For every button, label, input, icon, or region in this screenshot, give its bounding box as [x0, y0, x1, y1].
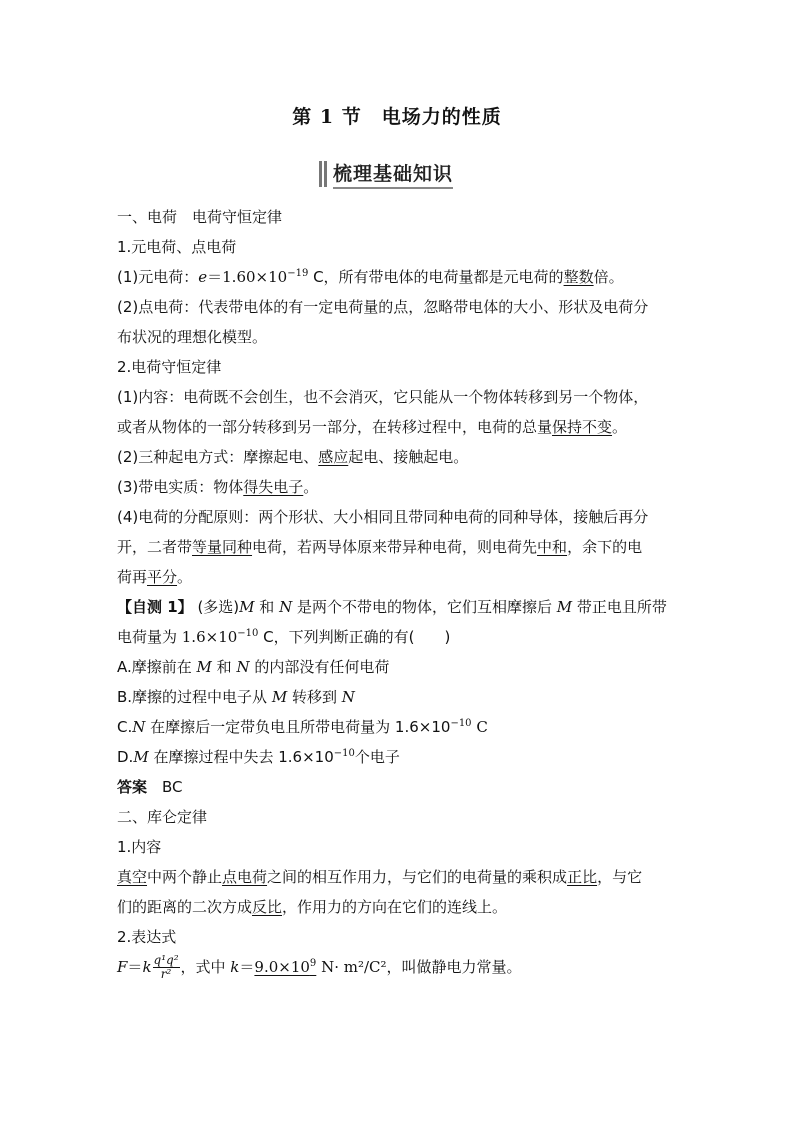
subheading-elementary-charge: 1.元电荷、点电荷 [117, 238, 237, 256]
quiz-option-c: C.N 在摩擦后一定带负电且所带电荷量为 $1.6\times 10^{-10}$ C [117, 718, 488, 736]
coulomb-constant-value: $9.0\times 10^9$ [254, 958, 317, 976]
para-charging-essence: (3)带电实质：物体得失电子。 [117, 478, 319, 496]
answer-value: BC [162, 778, 183, 796]
para-distribution-2: 开，二者带等量同种电荷，若两导体原来带异种电荷，则电荷先中和，余下的电 [117, 538, 643, 556]
coulomb-formula: F＝k $\frac{\text{q¹q²}}{\text{r²}}$ ，式中 $k=9.0\times 10^9$ N· m²/C²，叫做静电力常量。 [117, 953, 522, 981]
quiz-question-1: 【自测 1】 (多选)M 和 N 是两个不带电的物体，它们互相摩擦后 M 带正电且所带 [117, 598, 667, 616]
heading-charge: 一、电荷 电荷守恒定律 [117, 208, 283, 226]
para-conservation-1: (1)内容：电荷既不会创生，也不会消灭，它只能从一个物体转移到另一个物体， [117, 388, 649, 406]
section-banner [319, 160, 475, 188]
banner-bars-icon [319, 161, 329, 187]
para-conservation-2: 或者从物体的一部分转移到另一部分，在转移过程中，电荷的总量保持不变。 [117, 418, 628, 436]
subheading-expression: 2.表达式 [117, 928, 177, 946]
para-coulomb-1: 真空中两个静止点电荷之间的相互作用力，与它们的电荷量的乘积成正比，与它 [117, 868, 643, 886]
para-point-charge-2: 布状况的理想化模型。 [117, 328, 268, 346]
quiz-question-2: 电荷量为 $1.6\times 10^{-10}$ C，下列判断正确的有( ) [117, 628, 451, 646]
para-distribution-1: (4)电荷的分配原则：两个形状、大小相同且带同种电荷的同种导体，接触后再分 [117, 508, 649, 526]
quiz-option-b: B.摩擦的过程中电子从 M 转移到 N [117, 688, 355, 706]
heading-coulomb-law: 二、库仑定律 [117, 808, 208, 826]
section-title: 第 1 节 电场力的性质 [292, 106, 502, 128]
quiz-answer [117, 772, 692, 802]
subheading-content: 1.内容 [117, 838, 162, 856]
body-content [117, 202, 692, 982]
answer-label: 答案 [117, 778, 148, 796]
formula-fraction: $\frac{\text{q¹q²}}{\text{r²}}$ [153, 953, 179, 981]
para-point-charge-1: (2)点电荷：代表带电体的有一定电荷量的点，忽略带电体的大小、形状及电荷分 [117, 298, 649, 316]
quiz-option-a: A.摩擦前在 M 和 N 的内部没有任何电荷 [117, 658, 390, 676]
subheading-conservation: 2.电荷守恒定律 [117, 358, 222, 376]
para-elementary-charge: (1)元电荷：$e=1.60\times 10^{-19}$ C，所有带电体的电荷量都是元电荷的整数倍。 [117, 268, 624, 286]
para-distribution-3: 荷再平分。 [117, 568, 193, 586]
quiz-option-d: D.M 在摩擦过程中失去 $1.6\times 10^{-10}$个电子 [117, 748, 400, 766]
para-coulomb-2: 们的距离的二次方成反比，作用力的方向在它们的连线上。 [117, 898, 508, 916]
para-charging-methods: (2)三种起电方式：摩擦起电、感应起电、接触起电。 [117, 448, 469, 466]
banner-label: 梳理基础知识 [333, 159, 453, 189]
quiz-tag: 【自测 1】 [117, 598, 193, 616]
